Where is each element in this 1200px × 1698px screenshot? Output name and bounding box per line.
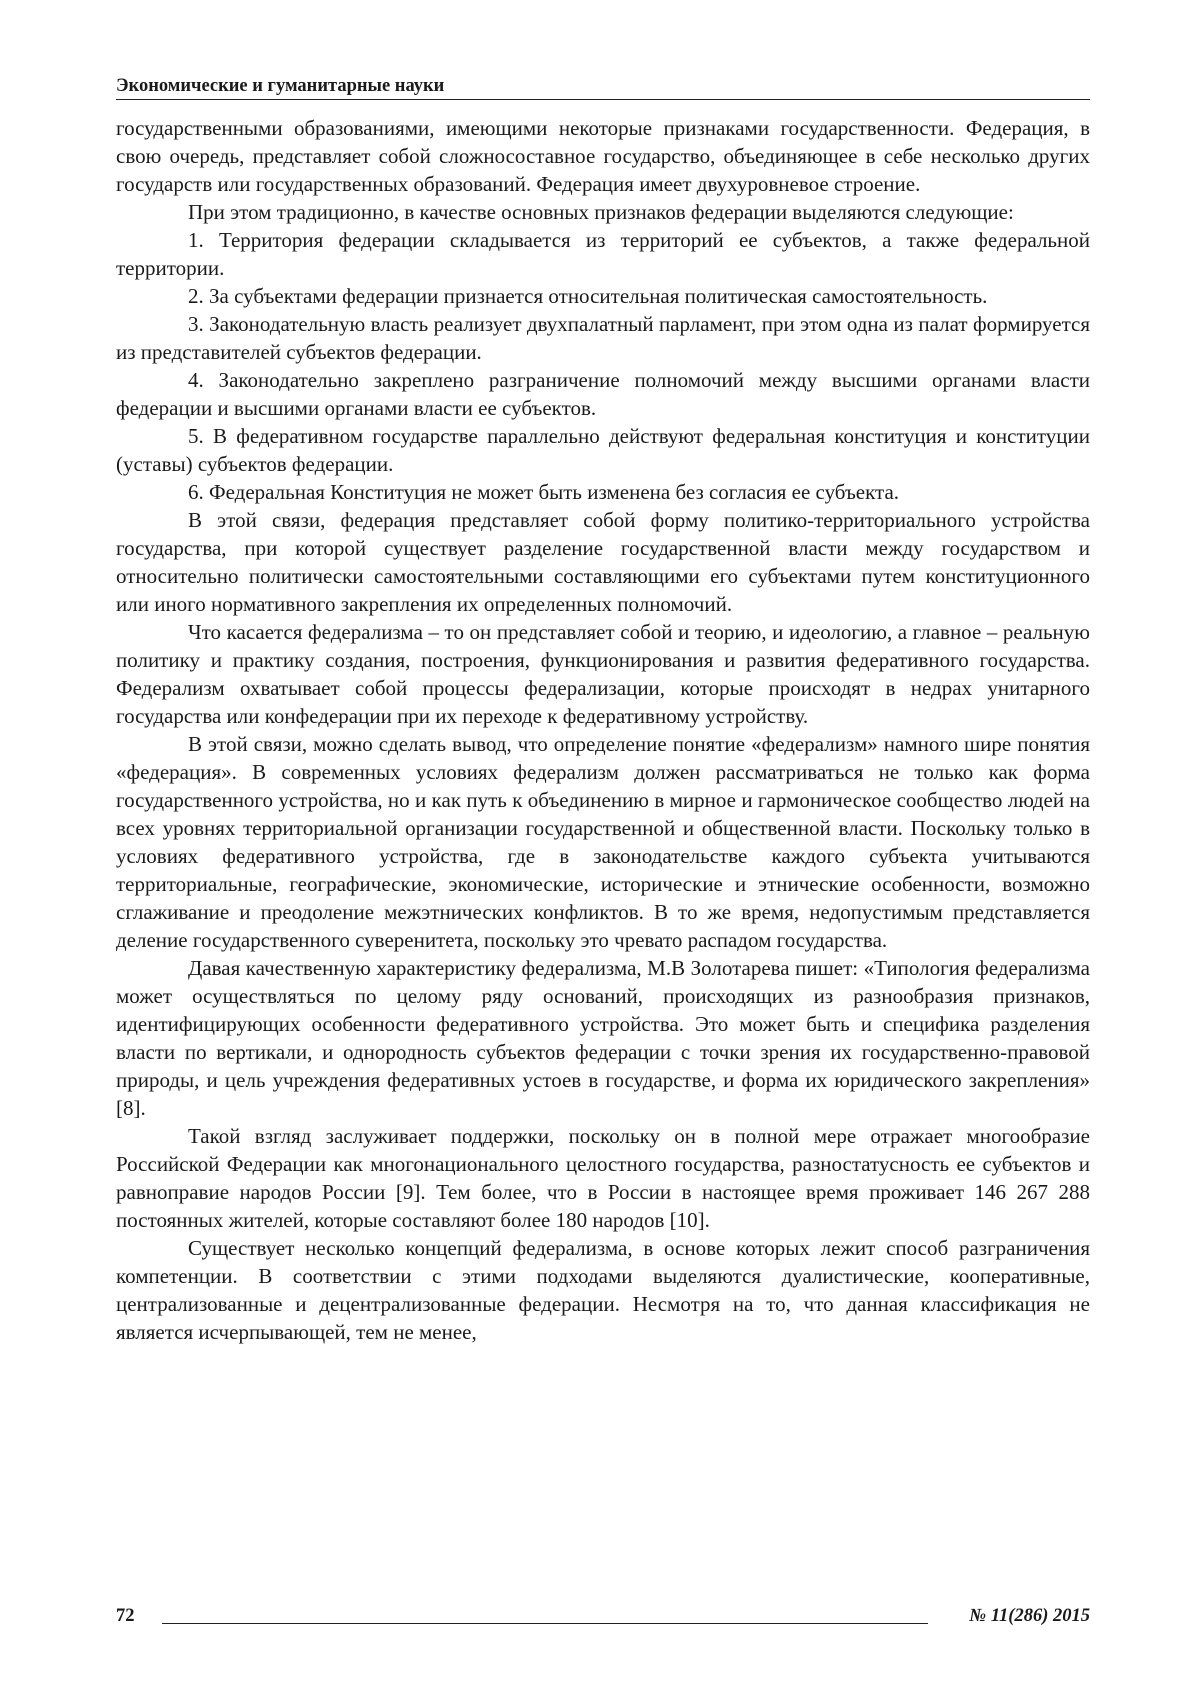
journal-title: Экономические и гуманитарные науки (116, 74, 1090, 100)
paragraph: В этой связи, федерация представляет собой форму политико-территориального устройства государства, при которой существует разделение государственной власти между государством и относительно политически самостоятельными составляющими его субъектами путем конституционного или иного нормативного закрепления их определенных полномочий. (116, 506, 1090, 618)
paragraph: При этом традиционно, в качестве основных признаков федерации выделяются следующие: (116, 198, 1090, 226)
list-item: 4. Законодательно закреплено разграничение полномочий между высшими органами власти федерации и высшими органами власти ее субъектов. (116, 366, 1090, 422)
page-number: 72 (116, 1602, 135, 1630)
list-item: 5. В федеративном государстве параллельно действуют федеральная конституция и конституции (уставы) субъектов федерации. (116, 422, 1090, 478)
list-item: 6. Федеральная Конституция не может быть изменена без согласия ее субъекта. (116, 478, 1090, 506)
paragraph: государственными образованиями, имеющими некоторые признаками государственности. Федерация, в свою очередь, представляет собой сложносоставное государство, объединяющее в себе несколько других государств или государственных образований. Федерация имеет двухуровневое строение. (116, 114, 1090, 198)
list-item: 1. Территория федерации складывается из территорий ее субъектов, а также федеральной территории. (116, 226, 1090, 282)
paragraph: Что касается федерализма – то он представляет собой и теорию, и идеологию, а главное – реальную политику и практику создания, построения, функционирования и развития федеративного государства. Федерализм охватывает собой процессы федерализации, которые происходят в недрах унитарного государства или конфедерации при их переходе к федеративному устройству. (116, 618, 1090, 730)
paragraph: Такой взгляд заслуживает поддержки, поскольку он в полной мере отражает многообразие Российской Федерации как многонационального целостного государства, разностатусность ее субъектов и равноправие народов России [9]. Тем более, что в России в настоящее время проживает 146 267 288 постоянных жителей, которые составляют более 180 народов [10]. (116, 1122, 1090, 1234)
paragraph: Существует несколько концепций федерализма, в основе которых лежит способ разграничения компетенции. В соответствии с этими подходами выделяются дуалистические, кооперативные, централизованные и децентрализованные федерации. Несмотря на то, что данная классификация не является исчерпывающей, тем не менее, (116, 1234, 1090, 1346)
footer-divider (162, 1623, 928, 1624)
paragraph: Давая качественную характеристику федерализма, М.В Золотарева пишет: «Типология федерализма может осуществляться по целому ряду оснований, происходящих из разнообразия признаков, идентифицирующих особенности федеративного устройства. Это может быть и специфика разделения власти по вертикали, и однородность субъектов федерации с точки зрения их государственно-правовой природы, и цель учреждения федеративных устоев в государстве, и форма их юридического закрепления» [8]. (116, 954, 1090, 1122)
paragraph: В этой связи, можно сделать вывод, что определение понятие «федерализм» намного шире понятия «федерация». В современных условиях федерализм должен рассматриваться не только как форма государственного устройства, но и как путь к объединению в мирное и гармоническое сообщество людей на всех уровнях территориальной организации государственной и общественной власти. Поскольку только в условиях федеративного устройства, где в законодательстве каждого субъекта учитываются территориальные, географические, экономические, исторические и этнические особенности, возможно сглаживание и преодоление межэтнических конфликтов. В то же время, недопустимым представляется деление государственного суверенитета, поскольку это чревато распадом государства. (116, 730, 1090, 954)
list-item: 3. Законодательную власть реализует двухпалатный парламент, при этом одна из палат формируется из представителей субъектов федерации. (116, 310, 1090, 366)
issue-number: № 11(286) 2015 (969, 1602, 1090, 1630)
page-footer (116, 1602, 1090, 1630)
article-body (116, 114, 1090, 1346)
list-item: 2. За субъектами федерации признается относительная политическая самостоятельность. (116, 282, 1090, 310)
journal-page (0, 0, 1200, 1698)
